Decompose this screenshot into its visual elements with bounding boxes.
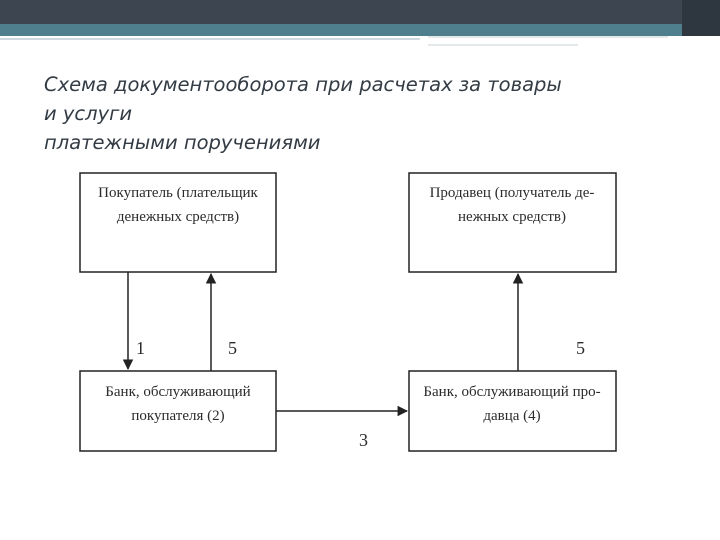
node-buyer-bank	[80, 371, 276, 451]
node-seller	[409, 173, 616, 272]
edge-bank-to-buyer	[211, 274, 237, 371]
node-seller-bank-line-2: давца (4)	[483, 408, 541, 424]
edge-label-5-left: 5	[228, 338, 237, 358]
edge-label-1: 1	[136, 338, 145, 358]
node-seller-line-1: Продавец (получатель де-	[429, 185, 595, 201]
node-buyer-line-1: Покупатель (плательщик	[98, 185, 258, 201]
node-buyer	[80, 173, 276, 272]
title-line-1: Схема документооборота при расчетах за товары	[44, 73, 562, 96]
edge-bank-to-seller	[518, 274, 585, 371]
node-buyer-bank-line-1: Банк, обслуживающий	[105, 384, 251, 400]
node-buyer-line-2: денежных средств)	[116, 209, 240, 225]
node-seller-bank-line-1: Банк, обслуживающий про-	[423, 384, 601, 400]
title-line-3: платежными поручениями	[44, 131, 321, 154]
edge-bank-to-bank	[276, 411, 407, 450]
node-seller-bank	[409, 371, 616, 451]
node-seller-line-2: нежных средств)	[458, 209, 566, 225]
title-line-2: и услуги	[44, 102, 133, 125]
edge-label-5-right: 5	[576, 338, 585, 358]
node-buyer-bank-line-2: покупателя (2)	[131, 408, 225, 424]
edge-buyer-to-bank	[128, 272, 145, 369]
edge-label-3: 3	[359, 430, 368, 450]
